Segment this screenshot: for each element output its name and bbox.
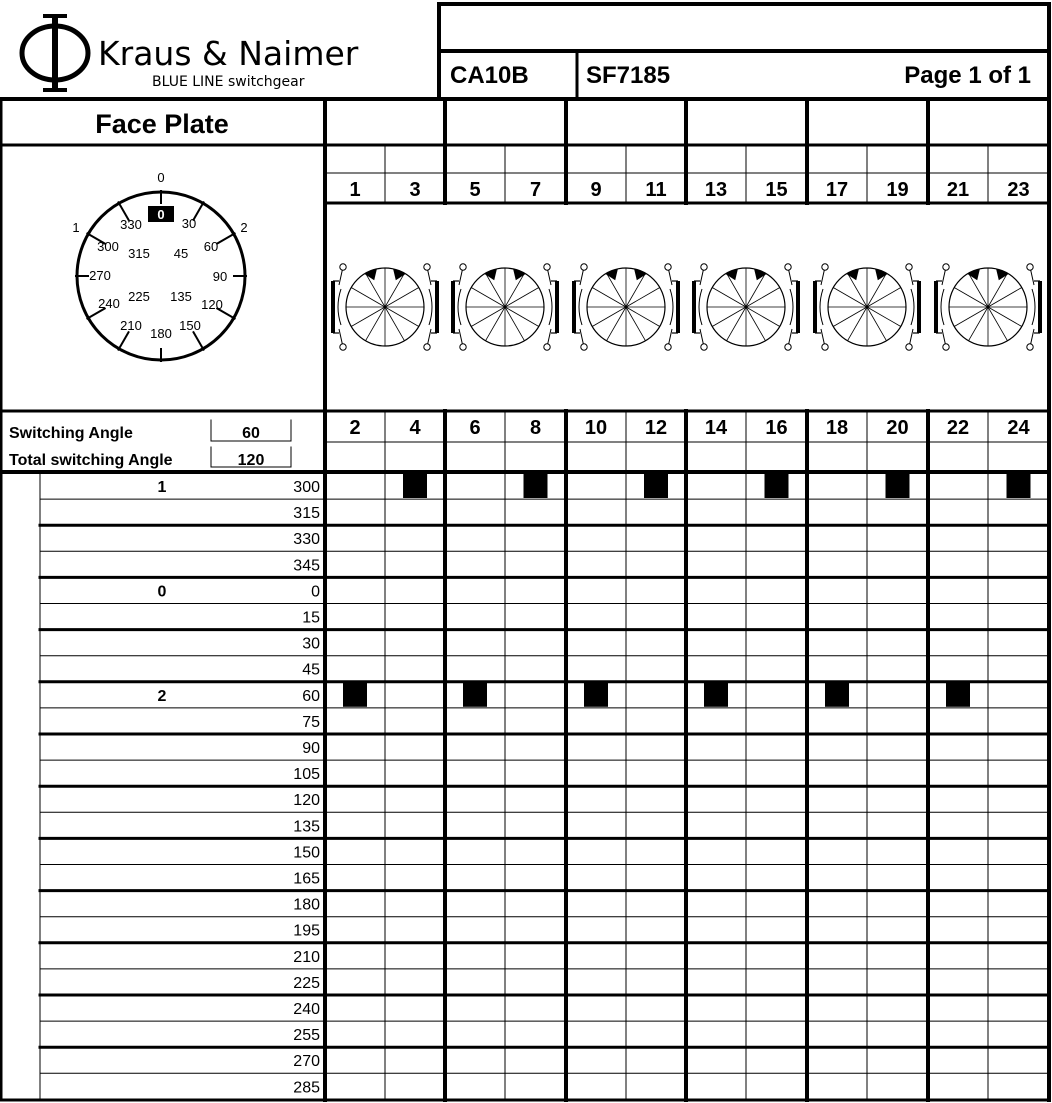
row-angle-label: 345 xyxy=(293,557,320,575)
terminal-top-label: 9 xyxy=(590,179,602,201)
terminal-top-label: 15 xyxy=(765,179,788,201)
terminal-top-label: 23 xyxy=(1007,179,1030,201)
row-position-label: 1 xyxy=(157,479,167,496)
terminal-top-label: 13 xyxy=(704,179,728,201)
closed-contact-mark xyxy=(946,683,970,707)
dial-angle-240: 240 xyxy=(98,296,120,311)
dial-angle-45: 45 xyxy=(173,246,189,261)
dial-angle-315: 315 xyxy=(128,246,150,261)
page-indicator: Page 1 of 1 xyxy=(904,62,1031,89)
terminal-bottom-label: 16 xyxy=(765,417,788,439)
row-position-label: 0 xyxy=(157,583,167,601)
row-angle-label: 90 xyxy=(302,740,320,757)
row-position-label: 2 xyxy=(157,687,167,705)
closed-contact-mark xyxy=(825,683,849,707)
dial-tick xyxy=(193,331,204,350)
terminal-bottom-label: 4 xyxy=(409,417,421,439)
terminal-bottom-label: 8 xyxy=(529,417,542,439)
closed-contact-mark xyxy=(524,474,548,498)
row-angle-label: 135 xyxy=(293,818,320,836)
terminal-bottom-label: 24 xyxy=(1007,417,1030,439)
contact-symbol xyxy=(936,264,1040,350)
row-angle-label: 165 xyxy=(293,870,320,888)
dial-tick xyxy=(118,331,129,350)
terminal-top-label: 11 xyxy=(645,179,667,201)
closed-contact-mark xyxy=(403,474,427,498)
dial-angle-30: 30 xyxy=(181,216,197,231)
dial-angle-330: 330 xyxy=(120,217,142,232)
dial-angle-225: 225 xyxy=(128,289,150,304)
row-angle-label: 15 xyxy=(302,609,320,627)
contact-symbol xyxy=(574,264,678,350)
face-plate-title: Face Plate xyxy=(95,109,229,139)
row-angle-label: 285 xyxy=(293,1079,320,1097)
dial-angle-135: 135 xyxy=(170,289,192,304)
row-angle-label: 255 xyxy=(293,1027,320,1045)
closed-contact-mark xyxy=(584,683,608,707)
row-angle-label: 330 xyxy=(293,531,320,549)
row-angle-label: 315 xyxy=(293,505,320,523)
closed-contact-mark xyxy=(644,474,668,498)
brand-subtitle: BLUE LINE switchgear xyxy=(152,74,305,90)
dial-angle-60: 60 xyxy=(203,239,219,254)
closed-contact-mark xyxy=(765,474,789,498)
dial-angle-270: 270 xyxy=(89,268,111,283)
active-position-label: 0 xyxy=(157,207,165,222)
company-logo xyxy=(22,16,359,90)
contact-symbol xyxy=(453,264,557,350)
dial-angle-210: 210 xyxy=(120,318,142,333)
row-angle-label: 270 xyxy=(293,1053,320,1071)
switching-angle-label: Switching Angle xyxy=(9,425,133,442)
row-angle-label: 300 xyxy=(293,479,320,496)
dial-position-right-label: 2 xyxy=(240,220,248,235)
closed-contact-mark xyxy=(704,683,728,707)
terminal-top-label: 1 xyxy=(349,179,361,201)
switching-angle-value: 60 xyxy=(242,425,260,442)
dial-position-top-label: 0 xyxy=(157,170,165,185)
closed-contact-mark xyxy=(1007,474,1031,498)
terminal-bottom-label: 14 xyxy=(704,417,728,439)
dial-position-left-label: 1 xyxy=(72,220,80,235)
terminal-top-label: 21 xyxy=(946,179,970,201)
terminal-top-label: 19 xyxy=(886,179,909,201)
row-angle-label: 30 xyxy=(302,635,320,653)
row-angle-label: 210 xyxy=(293,948,320,966)
row-angle-label: 180 xyxy=(293,896,320,914)
contact-symbol xyxy=(815,264,919,350)
terminal-bottom-label: 18 xyxy=(825,417,849,439)
dial-tick xyxy=(216,233,235,244)
dial-angle-300: 300 xyxy=(97,239,119,254)
row-angle-label: 240 xyxy=(293,1001,320,1018)
terminal-top-label: 7 xyxy=(529,179,542,201)
drawing-number: SF7185 xyxy=(586,62,671,89)
terminal-bottom-label: 12 xyxy=(644,417,668,439)
product-code: CA10B xyxy=(450,62,529,89)
row-angle-label: 195 xyxy=(293,922,320,940)
total-switching-angle-label: Total switching Angle xyxy=(9,452,173,469)
terminal-bottom-label: 22 xyxy=(946,417,970,439)
phi-logo-icon xyxy=(22,16,88,90)
terminal-bottom-label: 10 xyxy=(584,417,608,439)
closed-contact-mark xyxy=(343,683,367,707)
row-angle-label: 75 xyxy=(302,713,320,731)
terminal-bottom-label: 6 xyxy=(469,417,481,439)
brand-name: Kraus & Naimer xyxy=(98,34,359,73)
row-angle-label: 150 xyxy=(293,844,320,862)
contact-symbol xyxy=(333,264,437,350)
terminal-top-label: 17 xyxy=(825,179,849,201)
closed-contact-mark xyxy=(886,474,910,498)
dial-angle-180: 180 xyxy=(150,326,172,341)
closed-contact-mark xyxy=(463,683,487,707)
terminal-bottom-label: 20 xyxy=(886,417,909,439)
row-angle-label: 60 xyxy=(302,687,320,705)
dial-angle-150: 150 xyxy=(179,318,201,333)
row-angle-label: 225 xyxy=(293,974,320,992)
dial-angle-120: 120 xyxy=(201,297,223,312)
terminal-top-label: 3 xyxy=(409,179,421,201)
dial-angle-90: 90 xyxy=(212,269,228,284)
row-angle-label: 0 xyxy=(311,583,320,601)
row-angle-label: 45 xyxy=(302,661,320,679)
terminal-bottom-label: 2 xyxy=(349,417,361,439)
row-angle-label: 120 xyxy=(293,792,320,810)
contact-symbol xyxy=(694,264,798,350)
terminal-top-label: 5 xyxy=(469,179,481,201)
row-angle-label: 105 xyxy=(293,766,320,784)
total-switching-angle-value: 120 xyxy=(237,452,265,469)
face-plate-dial xyxy=(72,170,247,362)
